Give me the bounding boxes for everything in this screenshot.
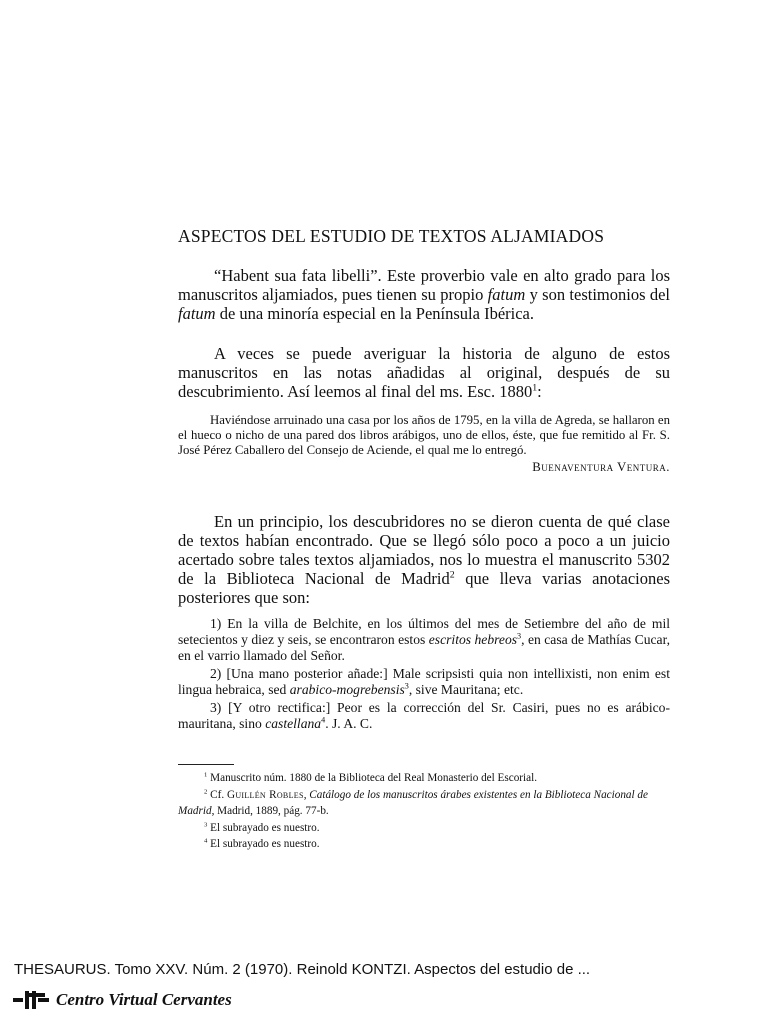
annotation-2-text-b: , sive Mauritana; etc. — [408, 682, 524, 697]
centro-virtual-cervantes-logo-icon — [12, 989, 50, 1011]
footnote-2 — [178, 787, 670, 820]
annotation-1-text-a: 1) En la villa de Belchite, en los últimos del mes de Setiembre del año de mil setecientos y diez y seis, se encontraron estos — [178, 616, 670, 647]
document-caption-link[interactable]: THESAURUS. Tomo XXV. Núm. 2 (1970). Reinold KONTZI. Aspectos del estudio de ... — [14, 961, 591, 978]
p1-italic-fatum-2: fatum — [178, 304, 216, 323]
footnote-4-number: 4 — [204, 837, 208, 845]
annotation-1-italic: escritos hebreos — [428, 632, 518, 647]
paragraph-2 — [178, 344, 670, 401]
annotation-3 — [178, 700, 670, 732]
footnote-4 — [178, 836, 670, 853]
paragraph-1 — [178, 266, 670, 323]
footnote-ref-1[interactable]: 1 — [532, 382, 538, 394]
brand-name: Centro Virtual Cervantes — [56, 990, 232, 1009]
article-title: ASPECTOS DEL ESTUDIO DE TEXTOS ALJAMIADOS — [178, 226, 605, 246]
footnote-ref-3b[interactable]: 3 — [404, 681, 409, 691]
footnote-2-author: Guillén Robles — [226, 788, 304, 801]
paragraph-3 — [178, 512, 670, 607]
p2-text: A veces se puede averiguar la historia de alguno de estos manuscritos en las notas añadidas al original, después de su descubrimiento. Así leemos al final del ms. Esc. 1880 — [178, 344, 670, 401]
annotation-2-text-a: 2) [Una mano posterior añade:] Male scripsisti quia non intellixisti, non enim est lingua hebraica, sed — [178, 666, 670, 697]
annotations-list — [178, 616, 670, 734]
footnote-4-text: El subrayado es nuestro. — [210, 838, 320, 850]
footnote-2-sep: , — [303, 788, 310, 801]
annotation-3-italic: castellana — [265, 716, 322, 731]
footnote-1-text: Manuscrito núm. 1880 de la Biblioteca del Real Monasterio del Escorial. — [210, 772, 537, 784]
annotation-3-text-b: . J. A. C. — [325, 716, 373, 731]
quote-text: Haviéndose arruinado una casa por los años de 1795, en la villa de Agreda, se hallaron en el hueco o nicho de una pared dos libros arábigos, uno de ellos, éste, que fue remitido al Fr. S. José Pérez Caballero del Consejo de Aciende, el qual me lo entregó. — [178, 413, 670, 457]
footnote-3-text: El subrayado es nuestro. — [210, 821, 320, 834]
p1-text-b: y son testimonios del — [525, 285, 670, 304]
footnotes — [178, 770, 670, 853]
footnote-divider — [178, 764, 234, 765]
footnote-2-prefix: Cf. — [210, 788, 227, 801]
footnote-3-number: 3 — [204, 821, 208, 829]
annotation-3-text-a: 3) [Y otro rectifica:] Peor es la corrección del Sr. Casiri, pues no es arábico-mauritana, sino — [178, 700, 670, 731]
p3-end: que lleva varias anotaciones posteriores que son: — [178, 569, 670, 607]
p3-text: En un principio, los descubridores no se dieron cuenta de qué clase de textos habían encontrado. Que se llegó sólo poco a poco a un juicio acertado sobre tales textos aljamiados, nos lo muestra el manuscrito 5302 de la Biblioteca Nacional de Madrid — [178, 512, 670, 588]
annotation-1 — [178, 616, 670, 664]
annotation-2-italic: arabico-mogrebensis — [289, 682, 405, 697]
footnote-1 — [178, 770, 670, 787]
p1-text-c: de una minoría especial en la Península Ibérica. — [215, 304, 535, 323]
footnote-3 — [178, 820, 670, 837]
footnote-2-italic-title: Catálogo de los manuscritos árabes existentes en la Biblioteca Nacional de Madrid — [178, 788, 648, 817]
brand-footer[interactable] — [12, 987, 232, 1013]
footnote-ref-3[interactable]: 3 — [517, 631, 522, 641]
footnote-1-number: 1 — [204, 771, 208, 779]
annotation-1-text-b: , en casa de Mathías Cucar, en el varrio llamado del Señor. — [178, 632, 670, 663]
footnote-ref-4[interactable]: 4 — [321, 715, 326, 725]
footnote-ref-2[interactable]: 2 — [449, 569, 455, 581]
quote-signature: Buenaventura Ventura. — [532, 460, 670, 474]
p2-end: : — [537, 382, 542, 401]
footnote-2-rest: , Madrid, 1889, pág. 77-b. — [211, 805, 329, 817]
p1-italic-fatum-1: fatum — [487, 285, 526, 304]
footnote-2-number: 2 — [204, 788, 208, 796]
block-quote — [178, 413, 670, 475]
p1-text-a: “Habent sua fata libelli”. Este proverbio vale en alto grado para los manuscritos aljamiados, pues tienen su propio — [178, 266, 670, 304]
annotation-2 — [178, 666, 670, 698]
